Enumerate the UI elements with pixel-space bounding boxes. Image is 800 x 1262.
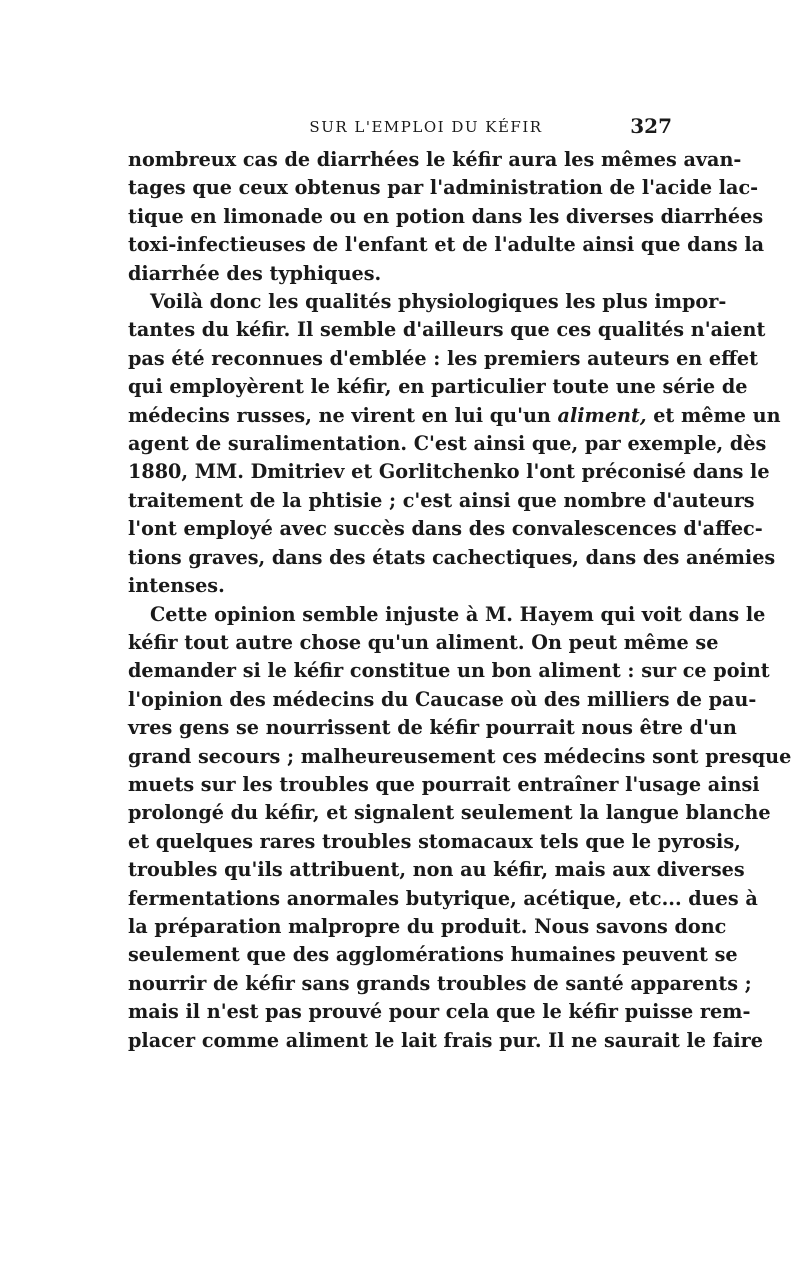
text-segment: et même un [646,403,781,427]
text-line: troubles qu'ils attribuent, non au kéfir, mais aux diverses [128,858,745,882]
text-line: 1880, MM. Dmitriev et Gorlitchenko l'ont préconisé dans le [128,460,770,484]
paragraph-2 [128,288,781,600]
running-head [128,112,674,146]
text-line: vres gens se nourrissent de kéfir pourrait nous être d'un [128,716,737,740]
text-segment: médecins russes, ne virent en lui qu'un [128,403,558,427]
italic-word: aliment, [557,403,647,427]
text-line: intenses. [128,574,225,598]
book-page [128,112,792,1055]
text-line: tantes du kéfir. Il semble d'ailleurs que ces qualités n'aient [128,318,766,342]
text-line: traitement de la phtisie ; c'est ainsi que nombre d'auteurs [128,488,755,512]
running-title: SUR L'EMPLOI DU KÉFIR [309,118,543,136]
text-line: tique en limonade ou en potion dans les diverses diarrhées [128,204,764,228]
text-line: Voilà donc les qualités physiologiques les plus impor- [150,290,727,314]
text-line: la préparation malpropre du produit. Nous savons donc [128,914,727,938]
text-line-mixed [128,402,781,430]
text-line: pas été reconnues d'emblée : les premiers auteurs en effet [128,346,758,370]
text-line: kéfir tout autre chose qu'un aliment. On peut même se [128,630,719,654]
text-line: prolongé du kéfir, et signalent seulement la langue blanche [128,801,771,825]
text-line: qui employèrent le kéfir, en particulier toute une série de [128,375,748,399]
text-line: l'ont employé avec succès dans des convalescences d'affec- [128,517,763,541]
text-line: nourrir de kéfir sans grands troubles de santé apparents ; [128,971,752,995]
text-line: et quelques rares troubles stomacaux tels que le pyrosis, [128,829,741,853]
text-line: seulement que des agglomérations humaines peuvent se [128,943,738,967]
text-line: grand secours ; malheureusement ces médecins sont presque [128,744,792,768]
paragraph-1 [128,146,765,288]
text-line: agent de suralimentation. C'est ainsi que, par exemple, dès [128,432,767,456]
body-text [128,146,792,1055]
text-line: nombreux cas de diarrhées le kéfir aura les mêmes avan- [128,148,742,171]
text-line: l'opinion des médecins du Caucase où des milliers de pau- [128,687,757,711]
text-line: Cette opinion semble injuste à M. Hayem qui voit dans le [150,602,766,626]
text-line: fermentations anormales butyrique, acétique, etc... dues à [128,886,758,910]
text-line: tions graves, dans des états cachectiques, dans des anémies [128,545,776,569]
text-line: tages que ceux obtenus par l'administration de l'acide lac- [128,176,759,200]
page-number: 327 [630,114,672,138]
text-line: mais il n'est pas prouvé pour cela que le kéfir puisse rem- [128,1000,751,1024]
text-line: demander si le kéfir constitue un bon aliment : sur ce point [128,659,770,683]
text-line: muets sur les troubles que pourrait entraîner l'usage ainsi [128,772,760,796]
text-line: diarrhée des typhiques. [128,261,382,285]
text-line: placer comme aliment le lait frais pur. Il ne saurait le faire [128,1028,763,1052]
text-line: toxi-infectieuses de l'enfant et de l'adulte ainsi que dans la [128,233,765,257]
paragraph-3 [128,601,792,1056]
